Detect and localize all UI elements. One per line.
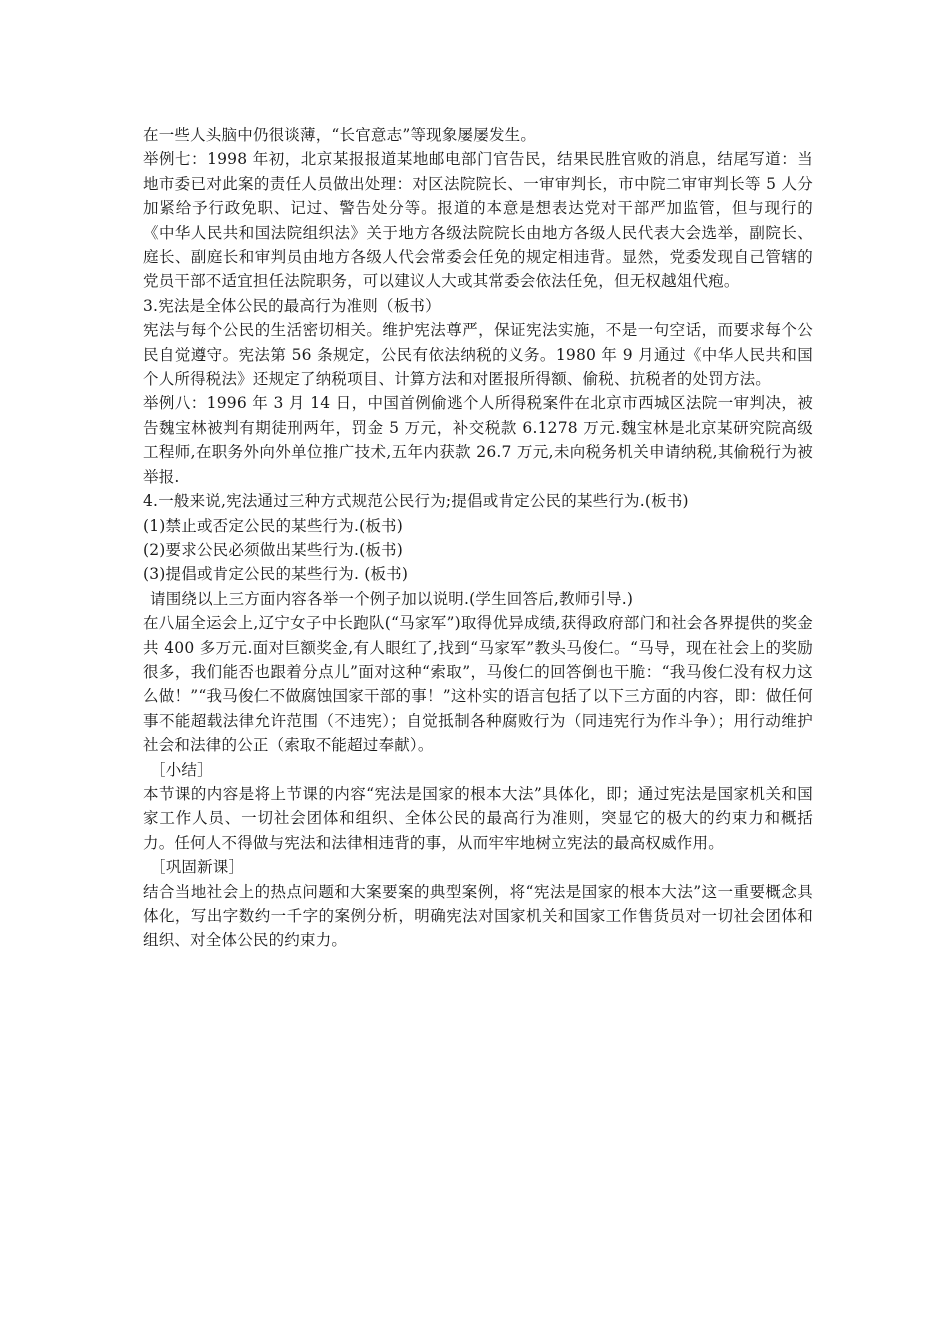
paragraph-consolidate: 结合当地社会上的热点问题和大案要案的典型案例，将“宪法是国家的根本大法”这一重要概念具体化，写出字数约一千字的案例分析，明确宪法对国家机关和国家工作售货员对一切社会团体和组织、对全体公民的约束力。 xyxy=(143,882,813,950)
list-item-three: (3)提倡或肯定公民的某些行为. (板书) xyxy=(143,565,409,584)
heading-summary: ［小结］ xyxy=(150,760,213,779)
paragraph-example-eight: 举例八：1996 年 3 月 14 日，中国首例偷逃个人所得税案件在北京市西城区法院一审判决，被告魏宝林被判有期徒刑两年，罚金 5 万元，补交税款 6.1278 万元.魏宝林是北京某研究院高级工程师,在职务外向外单位推广技术,五年内获款 26.7 万元,未向税务机关申请纳税,其偷税行为被举报. xyxy=(143,394,813,486)
list-item-two: (2)要求公民必须做出某些行为.(板书) xyxy=(143,540,403,559)
heading-point-four: 4.一般来说,宪法通过三种方式规范公民行为;提倡或肯定公民的某些行为.(板书) xyxy=(143,492,689,511)
heading-point-three: 3.宪法是全体公民的最高行为准则（板书） xyxy=(143,296,441,315)
document-body xyxy=(143,123,813,953)
paragraph-prompt: 请围绕以上三方面内容各举一个例子加以说明.(学生回答后,教师引导.) xyxy=(150,589,634,608)
paragraph-constitution-citizens: 宪法与每个公民的生活密切相关。维护宪法尊严，保证宪法实施，不是一句空话，而要求每个公民自觉遵守。宪法第 56 条规定，公民有依法纳税的义务。1980 年 9 月通过《中华人民共和国个人所得税法》还规定了纳税项目、计算方法和对匿报所得额、偷税、抗税者的处罚方法。 xyxy=(143,321,813,389)
paragraph-example-seven: 举例七：1998 年初，北京某报报道某地邮电部门官告民，结果民胜官败的消息，结尾写道：当地市委已对此案的责任人员做出处理：对区法院院长、一审审判长，市中院二审审判长等 5 人分加紧给予行政免职、记过、警告处分等。报道的本意是想表达党对干部严加监管，但与现行的《中华人民共和国法院组织法》关于地方各级法院院长由地方各级人民代表大会选举，副院长、庭长、副庭长和审判员由地方各级人代会常委会任免的规定相违背。显然，党委发现自己管辖的党员干部不适宜担任法院职务，可以建议人大或其常委会依法任免，但无权越俎代疱。 xyxy=(143,150,813,291)
list-item-one: (1)禁止或否定公民的某些行为.(板书) xyxy=(143,516,403,535)
paragraph-summary: 本节课的内容是将上节课的内容“宪法是国家的根本大法”具体化，即；通过宪法是国家机关和国家工作人员、一切社会团体和组织、全体公民的最高行为准则，突显它的极大的约束力和概括力。任何人不得做与宪法和法律相违背的事，从而牢牢地树立宪法的最高权威作用。 xyxy=(143,784,813,852)
paragraph-intro-line: 在一些人头脑中仍很谈薄，“长官意志”等现象屡屡发生。 xyxy=(143,126,537,144)
heading-consolidate: ［巩固新课］ xyxy=(150,858,245,877)
paragraph-ma-jia-jun: 在八届全运会上,辽宁女子中长跑队(“马家军”)取得优异成绩,获得政府部门和社会各界提供的奖金共 400 多万元.面对巨额奖金,有人眼红了,找到“马家军”教头马俊仁。“马导，现在社会上的奖励很多，我们能否也跟着分点儿”面对这种“索取”，马俊仁的回答倒也干脆：“我马俊仁没有权力这么做！”“我马俊仁不做腐蚀国家干部的事！”这朴实的语言包括了以下三方面的内容，即：做任何事不能超载法律允许范围（不违宪）；自觉抵制各种腐败行为（同违宪行为作斗争）；用行动维护社会和法律的公正（索取不能超过奉献）。 xyxy=(143,614,813,755)
